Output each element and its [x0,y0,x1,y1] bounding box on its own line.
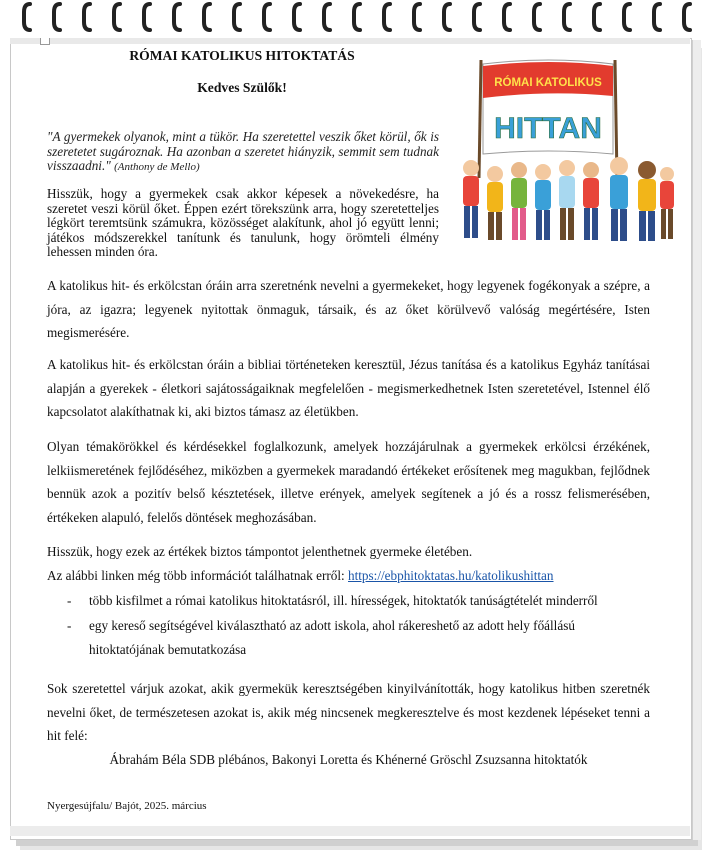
link-line [47,564,650,588]
page-side-shadow [692,40,701,840]
hittan-illustration [457,58,677,248]
quote-block [47,130,439,175]
signature-line: Ábrahám Béla SDB plébános, Bakonyi Loretta és Khénerné Gröschl Zsuzsanna hitoktatók [109,752,588,767]
paragraph-4: Olyan témakörökkel és kérdésekkel foglalkozunk, amelyek hozzájárulnak a gyermekek erkölcsi érzékének, lelkiismeretének fejlődéséhez, miközben a gyermekek maradandó értékeket erősítenek meg magukban, fejlődnek bennük azok a pozitív belső késztetések, illetve erények, amelyek segítenek a jó és a rossz felismerésében, értékeken alapuló, felelős döntések meghozásában. [47,439,650,525]
quote-author: (Anthony de Mello) [114,161,200,174]
paragraph-5: Hisszük, hogy ezek az értékek biztos támpontot jelenthetnek gyermeke életében. [47,544,473,559]
link-intro: Az alábbi linken még több információt találhatnak erről: [47,568,349,583]
children-figures [463,157,674,241]
closing-paragraph: Sok szeretettel várjuk azokat, akik gyermekük keresztségében kinyilvánították, hogy katolikus hitben szeretnék nevelni őket, de természetesen azokat is, akik még nincsenek megkeresztelve és most kezdenek lépéseket tenni a hit felé: [47,681,650,743]
greeting: Kedves Szülők! [197,80,287,95]
bullet-text: több kisfilmet a római katolikus hitoktatásról, ill. hírességek, hitoktatók tanúságtételét minderről [89,593,598,608]
banner-line1: RÓMAI KATOLIKUS [494,77,602,89]
paragraph-3: A katolikus hit- és erkölcstan óráin a bibliai történeteken keresztül, Jézus tanítása és a katolikus Egyház tanításai alapján a gyerekek - életkori sajátosságaiknak megfelelően - megismerkedhetnek Isten szeretetével, Istennel élő kapcsolatot alakíthatnak ki, aki biztos támasz az életükben. [47,357,650,419]
bullet-dash: - [67,618,72,633]
page-top-bar [10,38,690,44]
paragraph-2: A katolikus hit- és erkölcstan óráin arra szeretnénk nevelni a gyermekeket, hogy legyenek fogékonyak a szépre, a jóra, az igazra; legyenek nyitottak önmaguk, társaik, és az őket körülvevő valóság megértésére, Isten megismerésére. [47,278,650,340]
banner-line2: HITTAN [494,112,602,145]
katolikushittan-link[interactable]: https://ebphitoktatas.hu/katolikushittan [348,568,554,583]
footer-date: Nyergesújfalu/ Bajót, 2025. március [47,800,207,812]
document-title: RÓMAI KATOLIKUS HITOKTATÁS [129,48,355,63]
bullet-text: egy kereső segítségével kiválasztható az adott iskola, ahol rákereshető az adott hely főállású hitoktatójának bemutatkozása [89,618,575,657]
quote-text: "A gyermekek olyanok, mint a tükör. Ha szeretettel veszik őket körül, ők is szeretetet sugároznak. Ha azonban a szeretet hiányzik, semmit sem tudnak visszaadni." [47,129,439,174]
page-corner-mark [40,38,50,45]
spiral-binding [0,0,708,34]
paragraph-1: Hisszük, hogy a gyermekek csak akkor képesek a növekedésre, ha szeretet veszi körül őket. Éppen ezért törekszünk arra, hogy szeretetteljes légkört teremtsünk számukra, közösséget alakítunk, ahol jó együtt lenni; játékos módszerekkel tanítunk és tanulunk, hogy örömteli élmény lehessen minden óra. [47,186,439,260]
page-bottom-bar [10,826,690,836]
bullet-dash: - [67,593,72,608]
